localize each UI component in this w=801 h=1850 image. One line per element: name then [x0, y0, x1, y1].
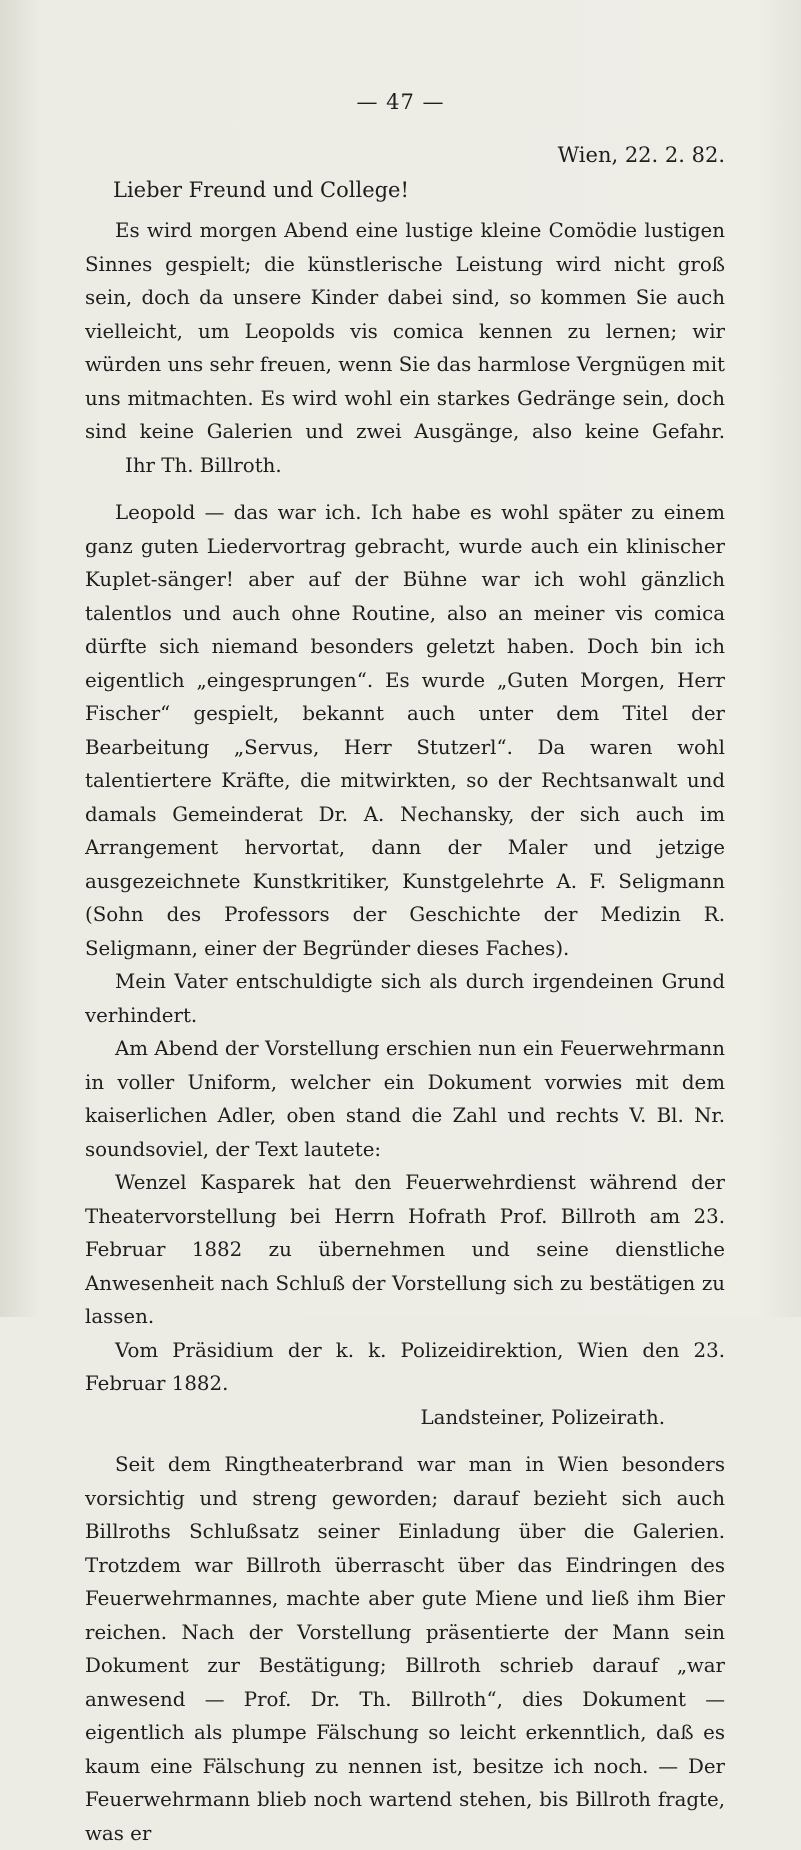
page-number: — 47 — — [356, 90, 445, 114]
paragraph-3: Am Abend der Vorstellung erschien nun ein Feuerwehrmann in voller Uniform, welcher ein Dokument vorwies mit dem kaiserlichen Adler, oben stand die Zahl und rechts V. Bl. Nr. soundsoviel, der Text lautete: — [85, 1037, 725, 1161]
paragraph-7: Seit dem Ringtheaterbrand war man in Wien besonders vorsichtig und streng geworden; darauf bezieht sich auch Billroths Schlußsatz seiner Einladung über die Galerien. Trotzdem war Billroth überrascht über das Eindringen des Feuerwehrmannes, machte aber gute Miene und ließ ihm Bier reichen. Nach der Vorstellung präsentierte der Mann sein Dokument zur Bestätigung; Billroth schrieb darauf „war anwesend — Prof. Dr. Th. Billroth“, dies Dokument — eigentlich als plumpe Fälschung so leicht erkenntlich, daß es kaum eine Fälschung zu nennen ist, besitze ich noch. — Der Feuerwehrmann blieb noch wartend stehen, bis Billroth fragte, was er — [85, 1453, 725, 1845]
paragraph-1: Leopold — das war ich. Ich habe es wohl später zu einem ganz guten Liedervortrag gebracht, wurde auch ein klinischer Kuplet-sänger! aber auf der Bühne war ich wohl gänzlich talentlos und auch ohne Routine, also an meiner vis comica dürfte sich niemand besonders geletzt haben. Doch bin ich eigentlich „eingesprungen“. Es wurde „Guten Morgen, Herr Fischer“ gespielt, bekannt auch unter dem Titel der Bearbeitung „Servus, Herr Stutzerl“. Da waren wohl talentiertere Kräfte, die mitwirkten, so der Rechtsanwalt und damals Gemeinderat Dr. A. Nechansky, der sich auch im Arrangement hervortat, dann der Maler und jetzige ausgezeichnete Kunstkritiker, Kunstgelehrte A. F. Seligmann (Sohn des Professors der Geschichte der Medizin R. Seligmann, einer der Begründer dieses Faches). — [85, 501, 725, 960]
letter-body — [85, 214, 725, 482]
letter-signature: Ihr Th. Billroth. — [125, 453, 282, 477]
body-text — [85, 214, 725, 1850]
letter-greeting: Lieber Freund und College! — [113, 178, 409, 202]
paragraph-6: Landsteiner, Polizeirath. — [420, 1405, 665, 1429]
paragraph-5: Vom Präsidium der k. k. Polizeidirektion, Wien den 23. Februar 1882. — [85, 1338, 725, 1395]
paragraph-2: Mein Vater entschuldigte sich als durch irgendeinen Grund verhindert. — [85, 970, 725, 1027]
paragraph-4: Wenzel Kasparek hat den Feuerwehrdienst während der Theatervorstellung bei Herrn Hofrath Prof. Billroth am 23. Februar 1882 zu übernehmen und seine dienstliche Anwesenheit nach Schluß der Vorstellung sich zu bestätigen zu lassen. — [85, 1171, 725, 1328]
letter-date: Wien, 22. 2. 82. — [557, 143, 725, 167]
letter-text: Es wird morgen Abend eine lustige kleine Comödie lustigen Sinnes gespielt; die künstlerische Leistung wird nicht groß sein, doch da unsere Kinder dabei sind, so kommen Sie auch vielleicht, um Leopolds vis comica kennen zu lernen; wir würden uns sehr freuen, wenn Sie das harmlose Vergnügen mit uns mitmachten. Es wird wohl ein starkes Gedränge sein, doch sind keine Galerien und zwei Ausgänge, also keine Gefahr. — [85, 219, 725, 443]
